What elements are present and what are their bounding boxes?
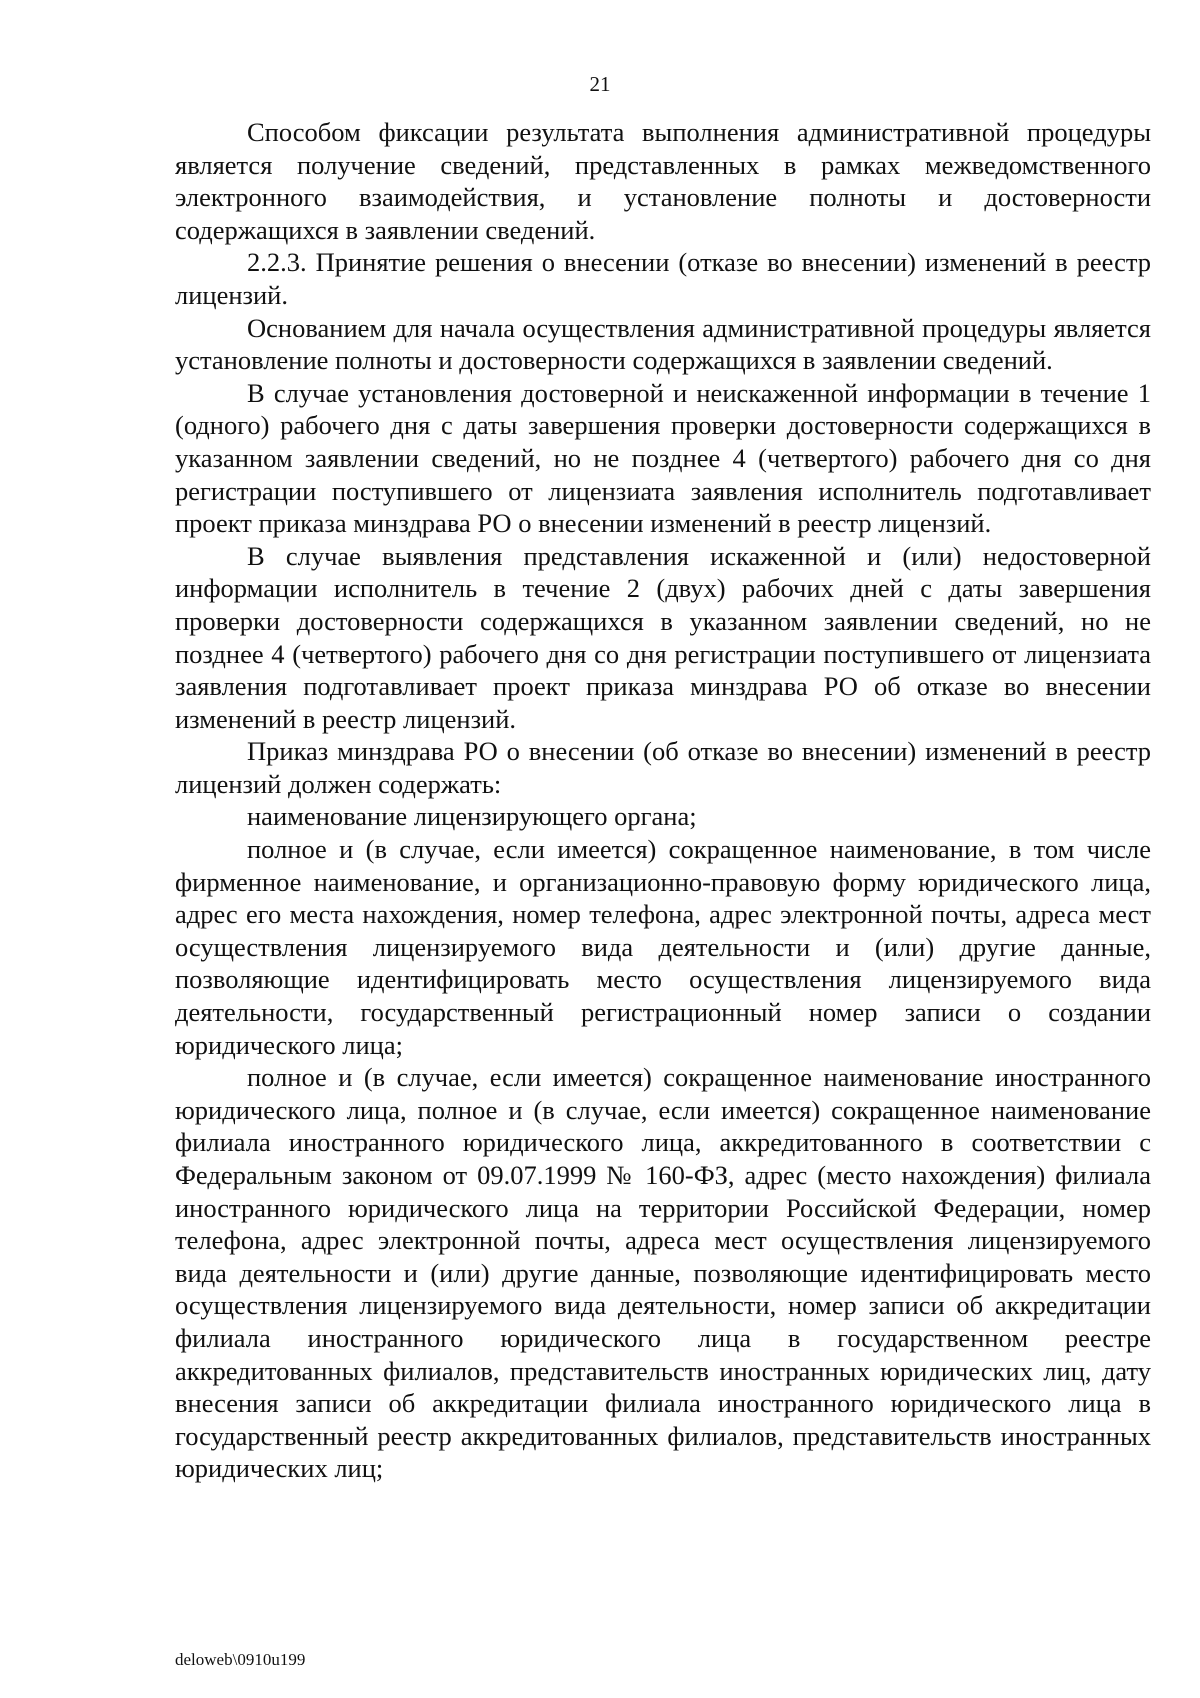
document-body xyxy=(175,116,1151,1485)
paragraph-distorted-info: В случае выявления представления искаженной и (или) недостоверной информации исполнитель в течение 2 (двух) рабочих дней с даты завершения проверки достоверности содержащихся в указанном заявлении сведений, но не позднее 4 (четвертого) рабочего дня со дня регистрации поступившего от лицензиата заявления подготавливает проект приказа минздрава РО об отказе во внесении изменений в реестр лицензий. xyxy=(175,540,1151,734)
paragraph-grounds: Основанием для начала осуществления административной процедуры является установление полноты и достоверности содержащихся в заявлении сведений. xyxy=(175,312,1151,376)
paragraph-legal-entity-details: полное и (в случае, если имеется) сокращенное наименование, в том числе фирменное наименование, и организационно-правовую форму юридического лица, адрес его места нахождения, номер телефона, адрес электронной почты, адреса мест осуществления лицензируемого вида деятельности и (или) другие данные, позволяющие идентифицировать место осуществления лицензируемого вида деятельности, государственный регистрационный номер записи о создании юридического лица; xyxy=(175,834,1151,1060)
page-number: 21 xyxy=(589,72,611,96)
paragraph-reliable-info: В случае установления достоверной и неискаженной информации в течение 1 (одного) рабочего дня с даты завершения проверки достоверности содержащихся в указанном заявлении сведений, но не позднее 4 (четвертого) рабочего дня со дня регистрации поступившего от лицензиата заявления исполнитель подготавливает проект приказа минздрава РО о внесении изменений в реестр лицензий. xyxy=(175,377,1151,539)
paragraph-section-2-2-3: 2.2.3. Принятие решения о внесении (отказе во внесении) изменений в реестр лицензий. xyxy=(175,247,1151,310)
paragraph-order-contents: Приказ минздрава РО о внесении (об отказе во внесении) изменений в реестр лицензий должен содержать: xyxy=(175,736,1151,799)
paragraph-licensing-body-name: наименование лицензирующего органа; xyxy=(247,801,697,832)
footer-document-code: deloweb\0910u199 xyxy=(175,1650,306,1669)
paragraph-fixation-method: Способом фиксации результата выполнения административной процедуры является получение сведений, представленных в рамках межведомственного электронного взаимодействия, и установление полноты и достоверности содержащихся в заявлении сведений. xyxy=(175,117,1151,245)
paragraph-foreign-entity-details: полное и (в случае, если имеется) сокращенное наименование иностранного юридического лица, полное и (в случае, если имеется) сокращенное наименование филиала иностранного юридического лица, аккредитованного в соответствии с Федеральным законом от 09.07.1999 № 160-ФЗ, адрес (место нахождения) филиала иностранного юридического лица на территории Российской Федерации, номер телефона, адрес электронной почты, адреса мест осуществления лицензируемого вида деятельности и (или) другие данные, позволяющие идентифицировать место осуществления лицензируемого вида деятельности, номер записи об аккредитации филиала иностранного юридического лица в государственном реестре аккредитованных филиалов, представительств иностранных юридических лиц, дату внесения записи об аккредитации филиала иностранного юридического лица в государственный реестр аккредитованных филиалов, представительств иностранных юридических лиц; xyxy=(175,1062,1151,1484)
